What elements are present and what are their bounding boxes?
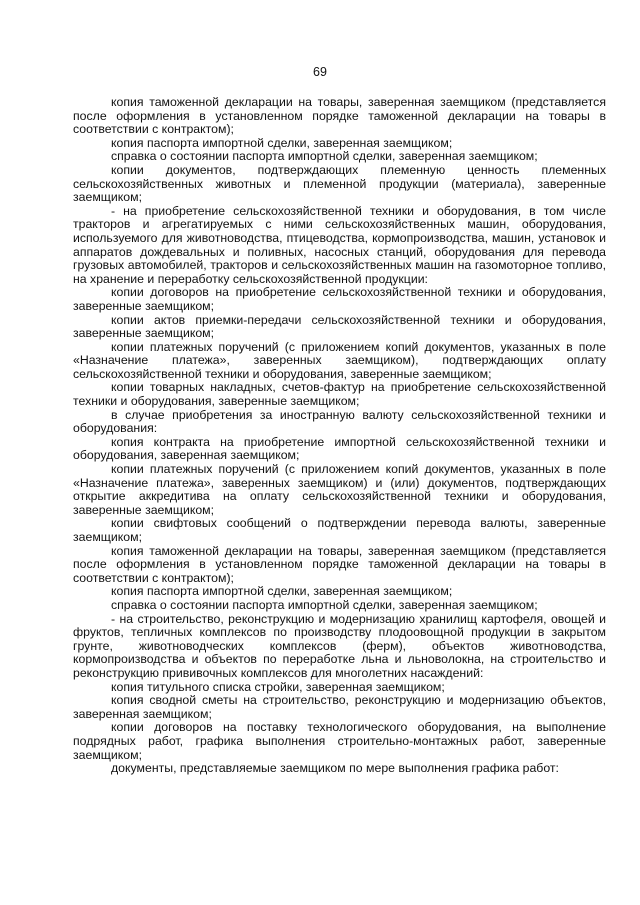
paragraph: копия сводной сметы на строительство, реконструкцию и модернизацию объектов, заверенная заемщиком; [73,693,606,721]
paragraph: копия титульного списка стройки, заверенная заемщиком; [111,679,445,694]
paragraph: копии платежных поручений (с приложением копий документов, указанных в поле «Назначение платежа», заверенных заемщиком), подтверждающих оплату сельскохозяйственной техники и оборудования, заверенные заемщиком; [73,339,606,381]
paragraph: копия контракта на приобретение импортной сельскохозяйственной техники и оборудования, заверенная заемщиком; [73,434,606,463]
document-body [73,96,606,776]
paragraph: в случае приобретения за иностранную валюту сельскохозяйственной техники и оборудования: [73,407,606,436]
paragraph: копии товарных накладных, счетов-фактур на приобретение сельскохозяйственной техники и оборудования, заверенные заемщиком; [73,380,606,409]
paragraph: копия таможенной декларации на товары, заверенная заемщиком (представляется после оформления в установленном порядке таможенной декларации на товары в соответствии с контрактом); [73,95,606,137]
paragraph: копии свифтовых сообщений о подтверждении перевода валюты, заверенные заемщиком; [73,516,606,544]
paragraph: справка о состоянии паспорта импортной сделки, заверенная заемщиком; [111,597,538,612]
paragraph: копия паспорта импортной сделки, заверенная заемщиком; [111,135,453,150]
paragraph: копии документов, подтверждающих племенную ценность племенных сельскохозяйственных животных и племенной продукции (материала), заверенные заемщиком; [73,162,606,205]
paragraph: копии платежных поручений (с приложением копий документов, указанных в поле «Назначение платежа», заверенных заемщиком) и (или) документов, подтверждающих открытие аккредитива на оплату сельскохозяйственной техники и оборудования, заверенные заемщиком; [73,462,606,517]
paragraph: справка о состоянии паспорта импортной сделки, заверенная заемщиком; [111,149,538,164]
paragraph: копии актов приемки-передачи сельскохозяйственной техники и оборудования, заверенные заемщиком; [73,312,606,341]
paragraph: документы, представляемые заемщиком по мере выполнения графика работ: [111,761,559,776]
paragraph: копия паспорта импортной сделки, заверенная заемщиком; [111,584,453,599]
paragraph: - на приобретение сельскохозяйственной техники и оборудования, в том числе тракторов и агрегатируемых с ними сельскохозяйственных машин, оборудования, используемого для животноводства, птицеводства, кормопроизводства, машин, установок и аппаратов дождевальных и поливных, насосных станций, оборудования для перевода грузовых автомобилей, тракторов и сельскохозяйственных машин на газомоторное топливо, на хранение и переработку сельскохозяйственной продукции: [73,203,606,286]
paragraph: копия таможенной декларации на товары, заверенная заемщиком (представляется после оформления в установленном порядке таможенной декларации на товары в соответствии с контрактом); [73,543,606,585]
paragraph: - на строительство, реконструкцию и модернизацию хранилищ картофеля, овощей и фруктов, тепличных комплексов по производству плодоовощной продукции в закрытом грунте, животноводческих комплексов (ферм), объектов животноводства, кормопроизводства и объектов по переработке льна и льноволокна, на строительство и реконструкцию прививочных комплексов для многолетних насаждений: [73,611,606,680]
page-number: 69 [313,65,327,79]
paragraph: копии договоров на поставку технологического оборудования, на выполнение подрядных работ, графика выполнения строительно-монтажных работ, заверенные заемщиком; [73,720,606,762]
paragraph: копии договоров на приобретение сельскохозяйственной техники и оборудования, заверенные заемщиком; [73,285,606,313]
